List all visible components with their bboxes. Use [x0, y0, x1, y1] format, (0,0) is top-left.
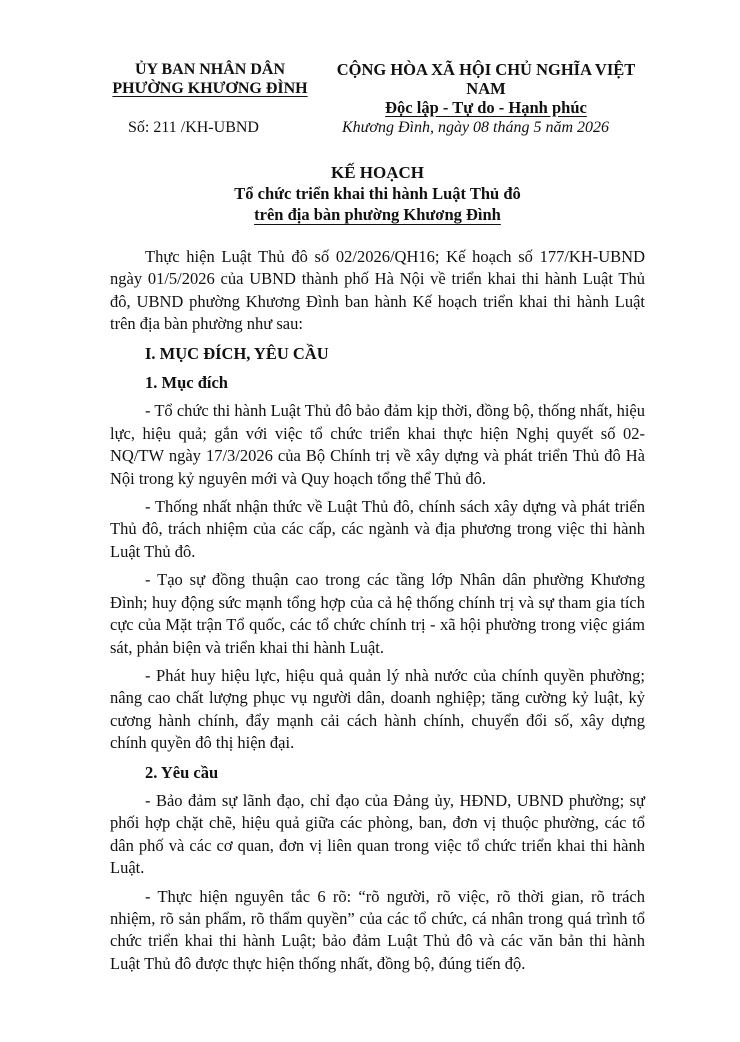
- motto-line-2: Độc lập - Tự do - Hạnh phúc: [385, 98, 587, 117]
- requirement-paragraph-1: - Bảo đảm sự lãnh đạo, chỉ đạo của Đảng ủy, HĐND, UBND phường; sự phối hợp chặt chẽ, hiệu quả giữa các phòng, ban, đơn vị thuộc phường, các tổ dân phố và các cơ quan, đơn vị liên quan trong việc tổ chức triển khai thi hành Luật.: [110, 790, 645, 878]
- document-title: [110, 163, 645, 225]
- issuing-agency: [110, 60, 310, 98]
- requirement-paragraph-2: - Thực hiện nguyên tắc 6 rõ: “rõ người, rõ việc, rõ thời gian, rõ trách nhiệm, rõ sản phẩm, rõ thẩm quyền” của các tổ chức, cá nhân trong quá trình tổ chức triển khai thi hành Luật; bảo đảm Luật Thủ đô và các văn bản thi hành Luật Thủ đô được thực hiện thống nhất, đồng bộ, đúng tiến độ.: [110, 886, 645, 973]
- agency-line-2: PHƯỜNG KHƯƠNG ĐÌNH: [112, 80, 308, 97]
- title-line-2-wrap: [110, 204, 645, 225]
- document-header: [110, 0, 645, 150]
- title-line-1: Tổ chức triển khai thi hành Luật Thủ đô: [234, 184, 521, 203]
- agency-line-1: ỦY BAN NHÂN DÂN: [134, 61, 286, 78]
- section-heading-1: I. MỤC ĐÍCH, YÊU CẦU: [145, 343, 329, 363]
- subsection-heading-purpose: 1. Mục đích: [145, 373, 228, 393]
- place-date: Khương Đình, ngày 08 tháng 5 năm 2026: [342, 119, 610, 136]
- title-kind: KẾ HOẠCH: [330, 163, 425, 182]
- motto-line-1: CỘNG HÒA XÃ HỘI CHỦ NGHĨA VIỆT NAM: [336, 60, 636, 98]
- purpose-paragraph-1: - Tổ chức thi hành Luật Thủ đô bảo đảm kịp thời, đồng bộ, thống nhất, hiệu lực, hiệu quả; gắn với việc tổ chức triển khai thực hiện Nghị quyết số 02-NQ/TW ngày 17/3/2026 của Bộ Chính trị về xây dựng và phát triển Thủ đô Hà Nội trong kỷ nguyên mới và Quy hoạch tổng thể Thủ đô.: [110, 401, 645, 488]
- document-body: [110, 246, 645, 975]
- subsection-heading-requirements: 2. Yêu cầu: [145, 762, 219, 782]
- purpose-paragraph-3: - Tạo sự đồng thuận cao trong các tầng lớp Nhân dân phường Khương Đình; huy động sức mạnh tổng hợp của cả hệ thống chính trị và sự tham gia tích cực của Mặt trận Tổ quốc, các tổ chức chính trị - xã hội phường trong việc giám sát, phản biện và triển khai thi hành Luật.: [110, 570, 645, 657]
- title-line-2: trên địa bàn phường Khương Đình: [254, 205, 501, 224]
- national-motto: [325, 60, 647, 117]
- document-number: Số: 211 /KH-UBND: [128, 119, 259, 136]
- intro-paragraph: Thực hiện Luật Thủ đô số 02/2026/QH16; Kế hoạch số 177/KH-UBND ngày 01/5/2026 của UBND thành phố Hà Nội về triển khai thi hành Luật Thủ đô, UBND phường Khương Đình ban hành Kế hoạch triển khai thi hành Luật trên địa bàn phường như sau:: [110, 247, 645, 334]
- purpose-paragraph-4: - Phát huy hiệu lực, hiệu quả quản lý nhà nước của chính quyền phường; nâng cao chất lượng phục vụ người dân, doanh nghiệp; tăng cường kỷ luật, kỷ cương hành chính, đẩy mạnh cải cách hành chính, chuyển đổi số, xây dựng chính quyền đô thị hiện đại.: [110, 665, 645, 753]
- purpose-paragraph-2: - Thống nhất nhận thức về Luật Thủ đô, chính sách xây dựng và phát triển Thủ đô, trách nhiệm của các cấp, các ngành và địa phương trong việc thi hành Luật Thủ đô.: [110, 497, 645, 561]
